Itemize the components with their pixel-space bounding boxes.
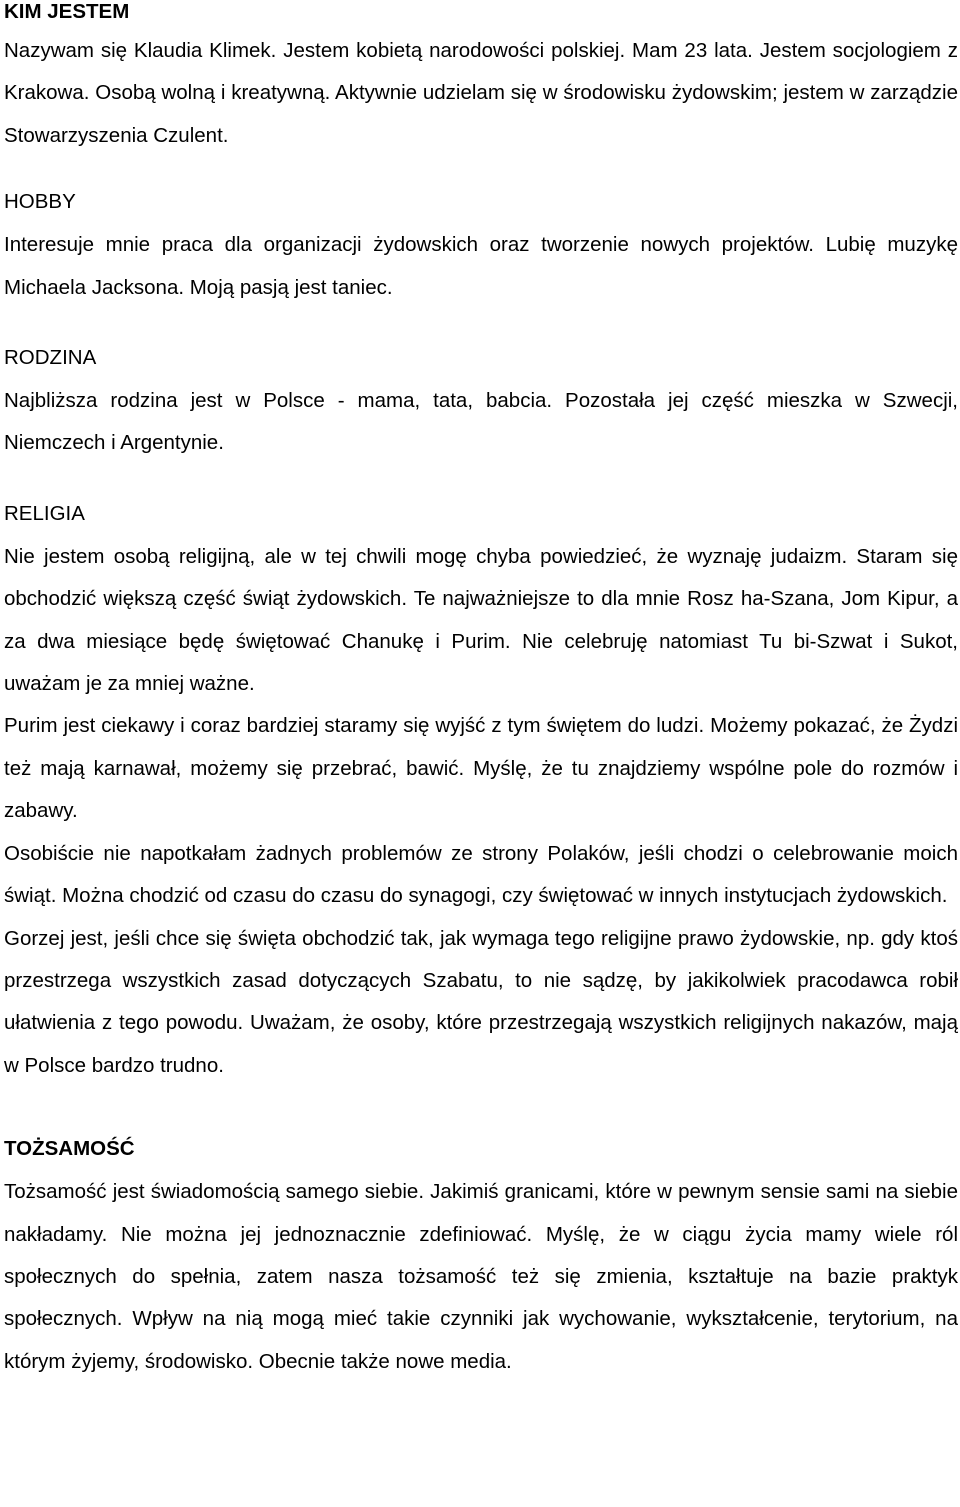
- section-rodzina: [4, 346, 958, 465]
- section-paragraph: Nazywam się Klaudia Klimek. Jestem kobietą narodowości polskiej. Mam 23 lata. Jestem socjologiem z Krakowa. Osobą wolną i kreatywną. Aktywnie udzielam się w środowisku żydowskim; jestem w zarządzie Stowarzyszenia Czulent.: [4, 39, 958, 147]
- section-paragraph: Najbliższa rodzina jest w Polsce - mama, tata, babcia. Pozostała jej część mieszka w Szwecji, Niemczech i Argentynie.: [4, 389, 958, 455]
- section-kim-jestem: [4, 0, 958, 157]
- document-page: [4, 0, 958, 1383]
- section-heading: KIM JESTEM: [4, 0, 130, 23]
- section-paragraph: Osobiście nie napotkałam żadnych problemów ze strony Polaków, jeśli chodzi o celebrowanie moich świąt. Można chodzić od czasu do czasu do synagogi, czy świętować w innych instytucjach żydowskich.: [4, 841, 958, 908]
- section-hobby: [4, 190, 958, 309]
- section-heading: HOBBY: [4, 190, 76, 214]
- section-paragraph: Purim jest ciekawy i coraz bardziej staramy się wyjść z tym świętem do ludzi. Możemy pokazać, że Żydzi też mają karnawał, możemy się przebrać, bawić. Myślę, że tu znajdziemy wspólne pole do rozmów i zabawy.: [4, 714, 958, 823]
- section-paragraph: Interesuje mnie praca dla organizacji żydowskich oraz tworzenie nowych projektów. Lubię muzykę Michaela Jacksona. Moją pasją jest taniec.: [4, 233, 958, 299]
- section-heading: RODZINA: [4, 346, 97, 370]
- section-paragraph: Gorzej jest, jeśli chce się święta obchodzić tak, jak wymaga tego religijne prawo żydowskie, np. gdy ktoś przestrzega wszystkich zasad dotyczących Szabatu, to nie sądzę, by jakikolwiek pracodawca robił ułatwienia z tego powodu. Uważam, że osoby, które przestrzegają wszystkich religijnych nakazów, mają w Polsce bardzo trudno.: [4, 926, 958, 1077]
- section-tozsamosc: [4, 1137, 958, 1383]
- section-heading: RELIGIA: [4, 501, 85, 525]
- section-paragraph: Tożsamość jest świadomością samego siebie. Jakimiś granicami, które w pewnym sensie sami na siebie nakładamy. Nie można jej jednoznacznie zdefiniować. Myślę, że w ciągu życia mamy wiele ról społecznych do spełnia, zatem nasza tożsamość też się zmienia, kształtuje na bazie praktyk społecznych. Wpływ na nią mogą mieć takie czynniki jak wychowanie, wykształcenie, terytorium, na którym żyjemy, środowisko. Obecnie także nowe media.: [4, 1180, 958, 1373]
- section-religia: [4, 502, 958, 1087]
- section-heading: TOŻSAMOŚĆ: [4, 1137, 135, 1161]
- section-paragraph: Nie jestem osobą religijną, ale w tej chwili mogę chyba powiedzieć, że wyznaję judaizm. Staram się obchodzić większą część świąt żydowskich. Te najważniejsze to dla mnie Rosz ha-Szana, Jom Kipur, a za dwa miesiące będę świętować Chanukę i Purim. Nie celebruję natomiast Tu bi-Szwat i Sukot, uważam je za mniej ważne.: [4, 544, 958, 696]
